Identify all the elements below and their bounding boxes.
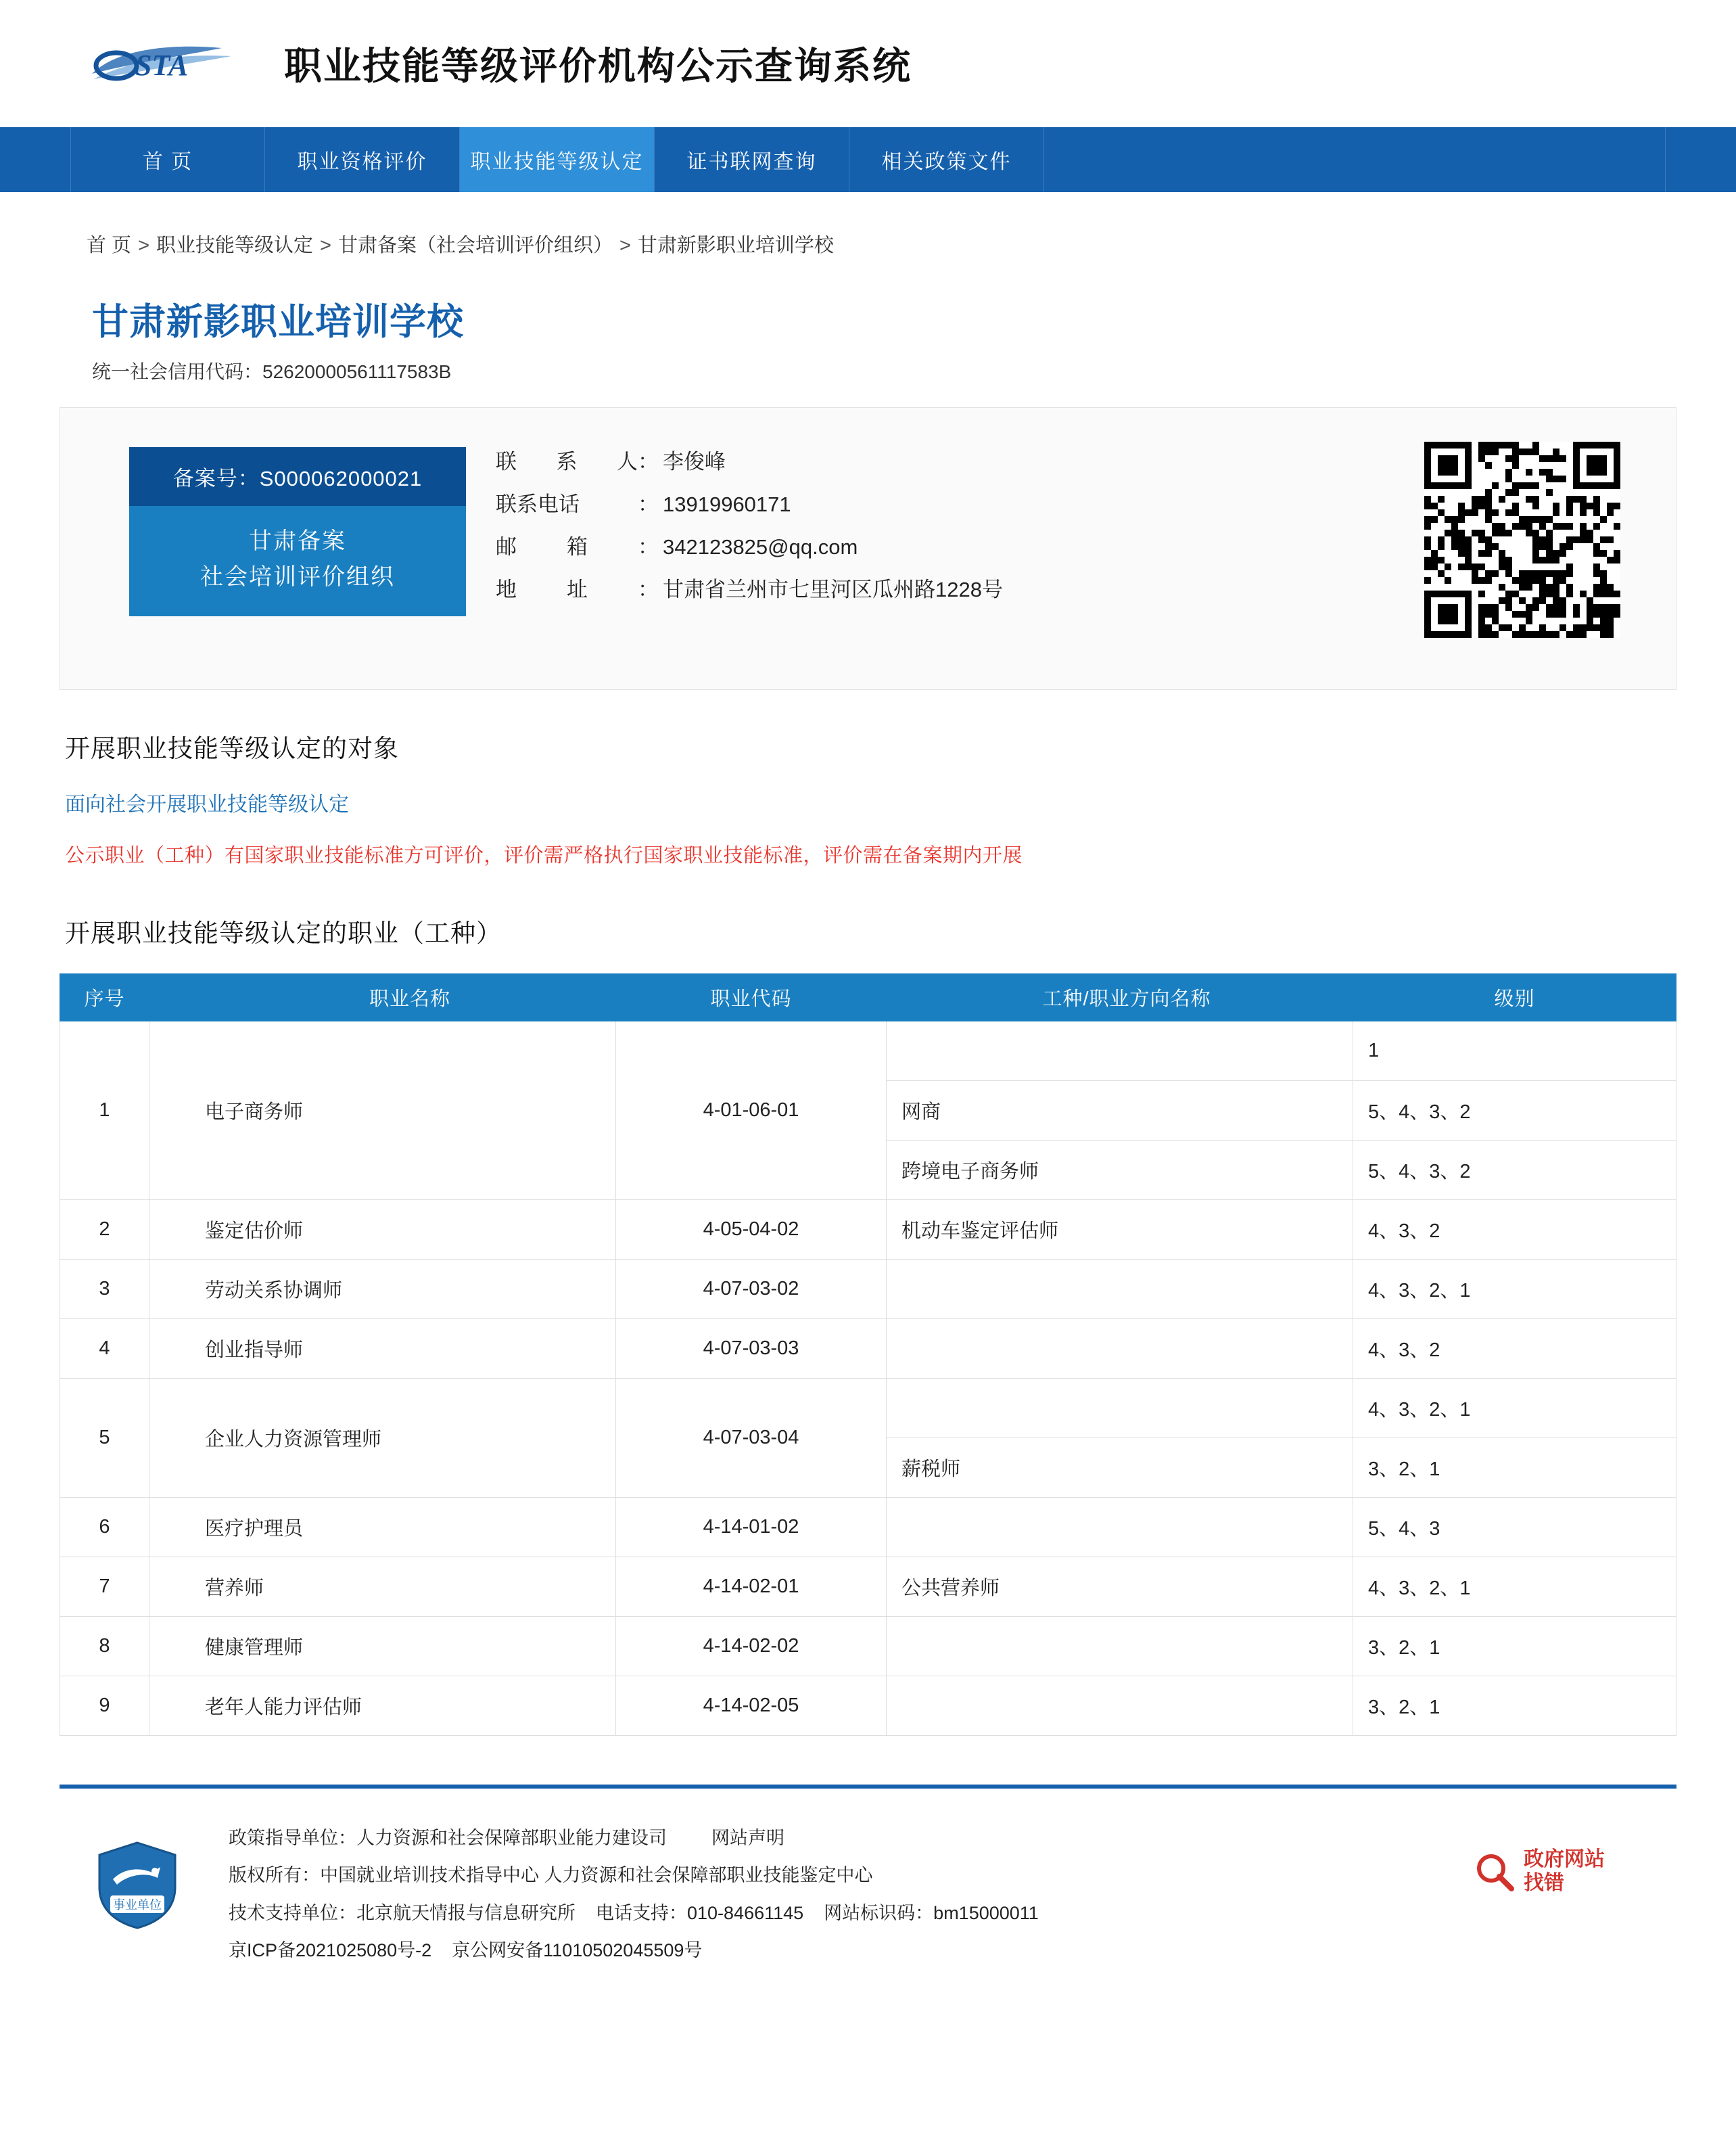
cell-level: 4、3、2: [1353, 1200, 1676, 1260]
table-row: [60, 1676, 1676, 1736]
table-row: [60, 1260, 1676, 1319]
cell-direction: [887, 1498, 1353, 1557]
contact-colon: ：: [638, 492, 659, 516]
nav-item-vocational-qualification[interactable]: 职业资格评价: [265, 127, 460, 192]
footer-policy-guidance: 政策指导单位：人力资源和社会保障部职业能力建设司: [229, 1828, 667, 1848]
cell-job-code: 4-07-03-04: [616, 1379, 887, 1498]
cell-job-name: 劳动关系协调师: [149, 1260, 616, 1319]
contact-phone-row: [496, 494, 1424, 515]
contact-colon: ：: [638, 535, 659, 559]
breadcrumb-item-region[interactable]: 甘肃备案（社会培训评价组织）: [337, 235, 613, 256]
cell-job-name: 健康管理师: [149, 1617, 616, 1676]
svg-text:事业单位: 事业单位: [113, 1898, 162, 1912]
cell-direction: [887, 1676, 1353, 1736]
main-nav: [0, 127, 1736, 192]
cell-direction: [887, 1379, 1353, 1438]
contact-person-label: 联 系 人: [496, 450, 638, 474]
footer-icp[interactable]: 京ICP备2021025080号-2: [229, 1940, 432, 1961]
cell-direction: 网商: [887, 1081, 1353, 1141]
cell-job-code: 4-14-02-01: [616, 1557, 887, 1617]
table-row: [60, 1200, 1676, 1260]
footer-line-3: [229, 1895, 1474, 1932]
cell-index: 6: [60, 1498, 149, 1557]
contact-address-value: 甘肃省兰州市七里河区瓜州路1228号: [663, 578, 1003, 601]
target-section-title: 开展职业技能等级认定的对象: [65, 735, 399, 762]
cell-index: 9: [60, 1676, 149, 1736]
cell-index: 8: [60, 1617, 149, 1676]
table-row: [60, 1617, 1676, 1676]
th-job-code: 职业代码: [616, 974, 887, 1021]
cell-job-code: 4-07-03-03: [616, 1319, 887, 1379]
breadcrumb-separator: >: [619, 235, 631, 256]
magnifier-icon: [1474, 1851, 1516, 1893]
page-title: 甘肃新影职业培训学校: [92, 302, 464, 342]
institution-emblem: [60, 1820, 215, 1932]
cell-direction: [887, 1319, 1353, 1379]
breadcrumb-item-home[interactable]: 首 页: [87, 235, 132, 256]
table-row: [60, 1498, 1676, 1557]
cell-index: 5: [60, 1379, 149, 1498]
cell-direction: 公共营养师: [887, 1557, 1353, 1617]
contact-colon: ：: [638, 450, 659, 474]
org-info-card: [60, 407, 1676, 690]
breadcrumb-item-certification[interactable]: 职业技能等级认定: [156, 235, 314, 256]
site-title: 职业技能等级评价机构公示查询系统: [284, 45, 912, 87]
footer-site-statement-link[interactable]: 网站声明: [711, 1828, 784, 1848]
record-badge: [87, 432, 466, 616]
cell-job-code: 4-14-02-02: [616, 1617, 887, 1676]
th-level: 级别: [1353, 974, 1676, 1021]
table-body: [60, 1021, 1676, 1736]
cell-index: 2: [60, 1200, 149, 1260]
contact-address-label: 地 址: [496, 578, 588, 601]
footer-tech-support: 技术支持单位：北京航天情报与信息研究所: [229, 1902, 576, 1923]
cell-job-name: 企业人力资源管理师: [149, 1379, 616, 1498]
gov-site-error-badge[interactable]: [1474, 1820, 1676, 1895]
cell-level: 5、4、3: [1353, 1498, 1676, 1557]
cell-level: 5、4、3、2: [1353, 1141, 1676, 1200]
cell-index: 4: [60, 1319, 149, 1379]
record-badge-line1: 甘肃备案: [249, 528, 346, 554]
contact-email-value: 342123825@qq.com: [663, 535, 858, 559]
record-badge-line2: 社会培训评价组织: [200, 564, 395, 590]
cell-direction: 机动车鉴定评估师: [887, 1200, 1353, 1260]
cell-job-code: 4-07-03-02: [616, 1260, 887, 1319]
jobs-section-title: 开展职业技能等级认定的职业（工种）: [65, 919, 502, 947]
cell-level: 4、3、2、1: [1353, 1379, 1676, 1438]
footer-text: [215, 1820, 1474, 1969]
table-row: [60, 1557, 1676, 1617]
svg-text:STA: STA: [135, 49, 189, 82]
breadcrumb-separator: >: [138, 235, 149, 256]
cell-level: 4、3、2、1: [1353, 1557, 1676, 1617]
cell-job-name: 电子商务师: [149, 1021, 616, 1200]
cell-job-code: 4-01-06-01: [616, 1021, 887, 1200]
footer-site-code: 网站标识码：bm15000011: [824, 1902, 1039, 1923]
table-header-row: [60, 974, 1676, 1021]
cell-direction: [887, 1260, 1353, 1319]
cell-index: 1: [60, 1021, 149, 1200]
contact-list: [466, 432, 1424, 622]
cell-direction: [887, 1617, 1353, 1676]
contact-email-row: [496, 536, 1424, 557]
cell-direction: [887, 1021, 1353, 1081]
th-index: 序号: [60, 974, 149, 1021]
contact-address-row: [496, 579, 1424, 600]
breadcrumb-item-current: 甘肃新影职业培训学校: [637, 235, 834, 256]
site-header: [0, 0, 1736, 127]
warning-text: 公示职业（工种）有国家职业技能标准方可评价，评价需严格执行国家职业技能标准，评价需在备案期内开展: [65, 845, 1023, 867]
record-number: 备案号：S000062000021: [129, 447, 466, 506]
cell-level: 3、2、1: [1353, 1617, 1676, 1676]
cell-level: 3、2、1: [1353, 1676, 1676, 1736]
cell-job-name: 老年人能力评估师: [149, 1676, 616, 1736]
table-row: [60, 1319, 1676, 1379]
record-badge-body: [129, 506, 466, 616]
nav-spacer: [1044, 127, 1666, 192]
cell-job-name: 创业指导师: [149, 1319, 616, 1379]
nav-item-certificate-query[interactable]: 证书联网查询: [655, 127, 849, 192]
nav-item-skill-level-certification[interactable]: 职业技能等级认定: [460, 127, 655, 192]
cell-direction: 跨境电子商务师: [887, 1141, 1353, 1200]
jobs-table-wrapper: [60, 973, 1676, 1736]
contact-email-label: 邮 箱: [496, 535, 588, 559]
breadcrumb-separator: >: [320, 235, 331, 256]
contact-phone-label: 联系电话: [496, 492, 580, 516]
osta-logo: [87, 34, 254, 93]
contact-colon: ：: [638, 578, 659, 601]
gov-badge-line1: 政府网站: [1524, 1848, 1605, 1870]
cell-job-name: 医疗护理员: [149, 1498, 616, 1557]
contact-phone-value: 13919960171: [663, 492, 791, 516]
cell-job-code: 4-05-04-02: [616, 1200, 887, 1260]
cell-job-name: 鉴定估价师: [149, 1200, 616, 1260]
cell-level: 4、3、2、1: [1353, 1260, 1676, 1319]
table-row: [60, 1021, 1676, 1081]
cell-job-code: 4-14-01-02: [616, 1498, 887, 1557]
breadcrumb: [0, 192, 1736, 275]
cell-level: 5、4、3、2: [1353, 1081, 1676, 1141]
footer-line-1: [229, 1820, 1474, 1857]
cell-level: 1: [1353, 1021, 1676, 1081]
credit-code: [92, 357, 1736, 384]
table-row: [60, 1379, 1676, 1438]
th-job-name: 职业名称: [149, 974, 616, 1021]
nav-item-policy-documents[interactable]: 相关政策文件: [849, 127, 1044, 192]
cell-index: 3: [60, 1260, 149, 1319]
footer-line-4: [229, 1932, 1474, 1969]
credit-code-value: 52620000561117583B: [262, 361, 452, 382]
gov-badge-line2: 找错: [1524, 1871, 1564, 1894]
footer-line-2: 版权所有：中国就业培训技术指导中心 人力资源和社会保障部职业技能鉴定中心: [229, 1865, 873, 1886]
cell-index: 7: [60, 1557, 149, 1617]
cell-level: 3、2、1: [1353, 1438, 1676, 1498]
cell-job-code: 4-14-02-05: [616, 1676, 887, 1736]
th-direction: 工种/职业方向名称: [887, 974, 1353, 1021]
contact-person-row: [496, 451, 1424, 472]
cell-level: 4、3、2: [1353, 1319, 1676, 1379]
jobs-table: [60, 973, 1676, 1736]
footer-phone-support: 电话支持：010-84661145: [596, 1902, 804, 1923]
cell-job-name: 营养师: [149, 1557, 616, 1617]
cell-direction: 薪税师: [887, 1438, 1353, 1498]
target-section-link[interactable]: 面向社会开展职业技能等级认定: [65, 794, 349, 816]
contact-person-value: 李俊峰: [663, 450, 726, 474]
site-footer: [60, 1789, 1676, 2010]
credit-code-label: 统一社会信用代码：: [92, 361, 263, 382]
footer-police-record[interactable]: 京公网安备11010502045509号: [452, 1940, 703, 1961]
nav-item-home[interactable]: 首 页: [70, 127, 265, 192]
qr-code: [1424, 442, 1620, 638]
